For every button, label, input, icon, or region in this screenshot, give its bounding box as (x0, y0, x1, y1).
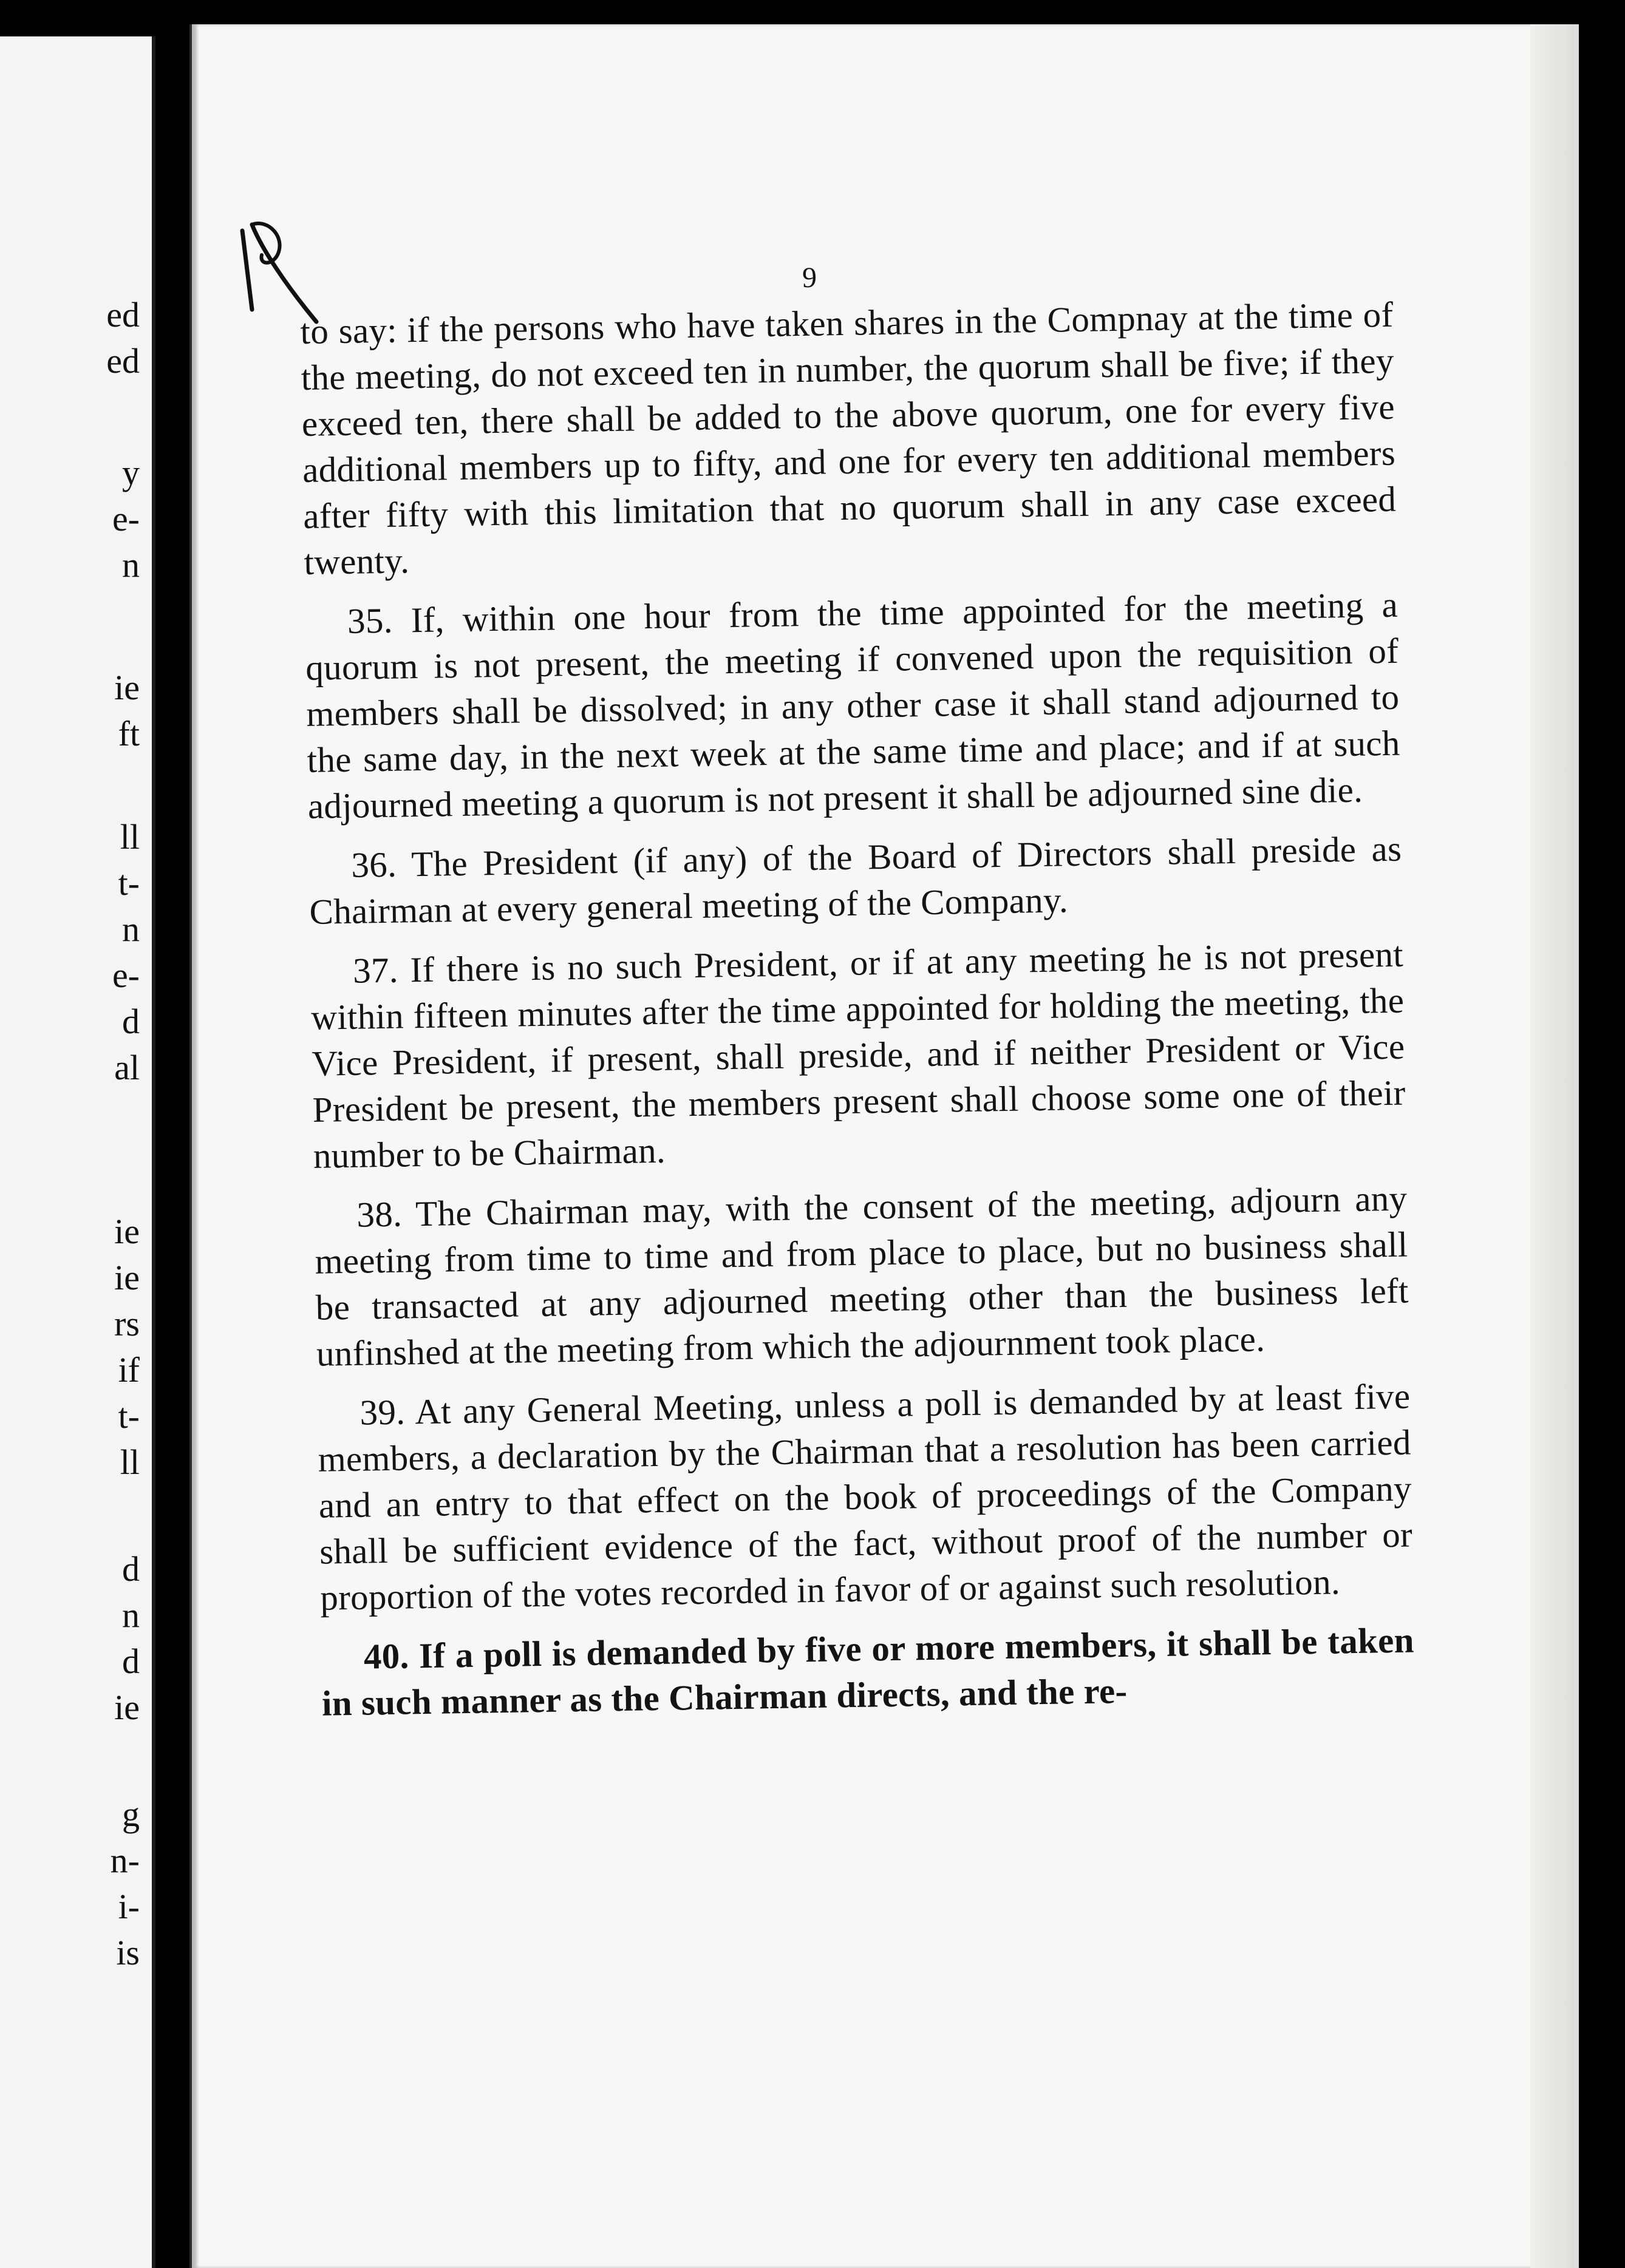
page-number: 9 (802, 262, 817, 294)
left-fragment: ie (114, 1258, 140, 1297)
left-fragment: t- (118, 863, 140, 903)
left-fragment: is (116, 1933, 140, 1972)
left-fragment: n- (110, 1841, 140, 1880)
left-fragment: rs (114, 1304, 140, 1343)
left-fragment: ie (114, 668, 140, 707)
left-fragment: ll (120, 1442, 140, 1482)
left-fragment: ll (120, 817, 140, 857)
book-gutter (155, 0, 192, 2268)
paragraph-35: 35. If, within one hour from the time appointed for the meeting a quorum is not present, the meeting if convened upon the requisition of members shall be dissolved; in any other case it shall stand adjourned to the same day, in the next week at the same time and place; and if at such adjourned meeting a quorum is not present it shall be adjourned sine die. (305, 584, 1400, 826)
body-text (300, 291, 1415, 1740)
left-fragment: n (122, 1595, 140, 1635)
paragraph-37: 37. If there is no such President, or if at any meeting he is not present within fifteen minutes after the time appointed for holding the meeting, the Vice President, if present, shall preside, and if neither President or Vice President be present, the members present shall choose some one of their number to be Chairman. (310, 934, 1406, 1176)
left-fragment: d (122, 1642, 140, 1681)
left-fragment: d (122, 1002, 140, 1041)
left-fragment: if (118, 1350, 140, 1390)
left-fragment: n (122, 545, 140, 585)
paragraph-36: 36. The President (if any) of the Board of Directors shall preside as Chairman at every general meeting of the Company. (309, 828, 1402, 932)
paragraph-continued: to say: if the persons who have taken shares in the Compnay at the time of the meeting, do not exceed ten in number, the quorum shall be five; if they exceed ten, there shall be added to the above quorum, one for every five additional members up to fifty, and one for every ten additional members after fifty with this limitation that no quorum shall in any case exceed twenty. (300, 294, 1397, 582)
paragraph-38: 38. The Chairman may, with the consent of the meeting, adjourn any meeting from time to time and from place to place, but no business shall be transacted at any adjourned meeting other than the business left unfinshed at the meeting from which the adjournment took place. (315, 1178, 1409, 1374)
left-fragment: g (122, 1794, 140, 1834)
left-fragment: t- (118, 1396, 140, 1436)
left-fragment: al (114, 1048, 140, 1087)
left-fragment: ie (114, 1688, 140, 1727)
left-fragment: ed (106, 295, 140, 334)
left-page-edge (0, 36, 155, 2268)
left-fragment: ft (118, 714, 140, 753)
left-fragment: ie (114, 1212, 140, 1251)
left-fragment: d (122, 1549, 140, 1589)
right-page (189, 24, 1579, 2268)
left-fragment: y (122, 453, 140, 492)
left-fragment: n (122, 909, 140, 949)
left-page-text-fragments (0, 36, 152, 2268)
left-fragment: ed (106, 341, 140, 381)
left-fragment: i- (118, 1887, 140, 1926)
left-fragment: e- (112, 956, 140, 995)
left-fragment: e- (112, 499, 140, 538)
paragraph-39: 39. At any General Meeting, unless a poll is demanded by at least five members, a declaration by the Chairman that a resolution has been carried and an entry to that effect on the book of proceedings of the Company shall be sufficient evidence of the fact, without proof of the number or proportion of the votes recorded in favor of or against such resolution. (318, 1376, 1413, 1618)
page-edge-shadow (1530, 24, 1579, 2268)
paragraph-40: 40. If a poll is demanded by five or more members, it shall be taken in such manner as the Chairman directs, and the re- (321, 1620, 1415, 1723)
